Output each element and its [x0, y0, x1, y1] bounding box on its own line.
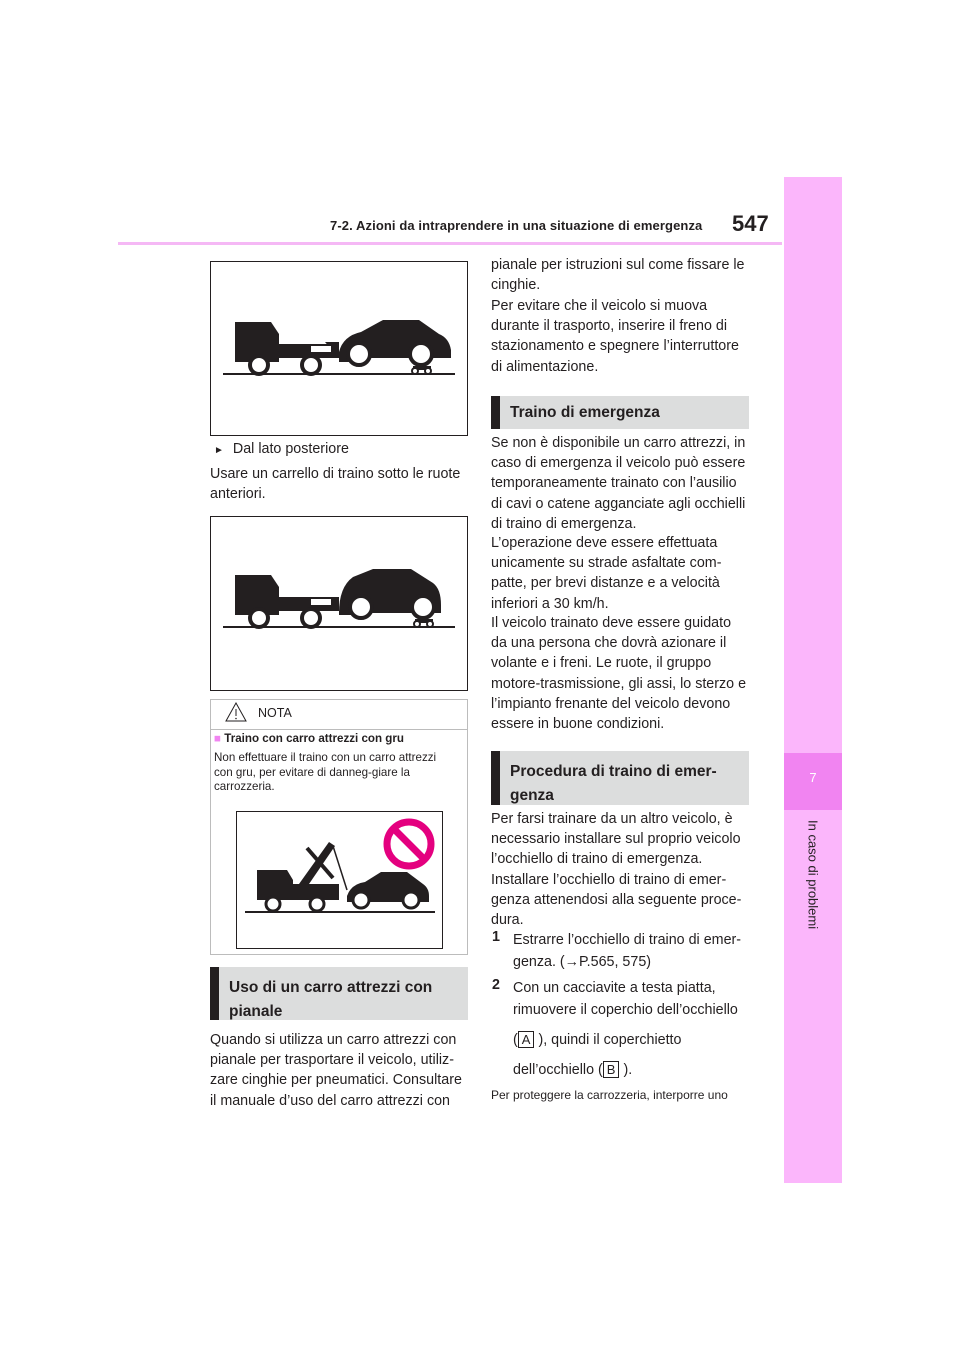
caption-rear: ► Dal lato posteriore	[214, 441, 349, 457]
label-b: B	[603, 1061, 620, 1078]
arrow-right-icon: ►	[214, 445, 224, 456]
page-number: 547	[732, 211, 769, 236]
header-rule	[118, 242, 782, 245]
small-note: Per proteggere la carrozzeria, interporre uno	[491, 1088, 728, 1102]
nota-subheading: ■ Traino con carro attrezzi con gru	[214, 732, 404, 745]
chapter-sidebar	[784, 177, 842, 1183]
para-rear: Usare un carrello di traino sotto le ruote anteriori.	[210, 466, 461, 503]
heading-towing-procedure: Procedura di traino di emer-genza	[491, 751, 749, 805]
step-2	[491, 977, 749, 1081]
tow-truck-dolly-rear-icon	[211, 517, 467, 690]
para-emergency-2: L’operazione deve essere effettuata unicamente su strade asfaltate com-patte, per brevi distanze e a velocità inferiori a 30 km/h.	[491, 535, 722, 612]
warning-triangle-icon	[225, 702, 247, 727]
step-1-text: Estrarre l’occhiello di traino di emer-genza. (→P.565, 575)	[513, 932, 742, 970]
section-title: 7-2. Azioni da intraprendere in una situazione di emergenza	[330, 218, 703, 233]
para-emergency-3: Il veicolo trainato deve essere guidato da una persona che dovrà azionare il volante e i freni. Le ruote, il gruppo motore-trasmissione, gli assi, lo sterzo e l’impianto frenante del veicolo devono essere in buone condizioni.	[491, 615, 747, 733]
crane-tow-illustration	[236, 811, 443, 949]
chapter-label: In caso di problemi	[805, 820, 821, 930]
heading-emergency-towing: Traino di emergenza	[491, 396, 749, 429]
nota-label: NOTA	[258, 706, 292, 720]
crane-tow-prohibited-icon	[237, 812, 442, 948]
step-2-text-line1: Con un cacciavite a testa piatta, rimuovere il coperchio dell’occhiello	[513, 980, 738, 1018]
para-parking-brake: Per evitare che il veicolo si muova durante il trasporto, inserire il freno di stazionamento e spegnere l’interruttore di alimentazione.	[491, 298, 739, 375]
nota-text: Non effettuare il traino con un carro attrezzi con gru, per evitare di danneg-giare la carrozzeria.	[214, 751, 437, 793]
chapter-number: 7	[809, 770, 817, 785]
step-2-text-line2: ( A ), quindi il coperchietto	[513, 1032, 682, 1048]
square-bullet-icon: ■	[214, 732, 222, 745]
step-2-text-line3: dell’occhiello ( B ).	[513, 1062, 633, 1078]
para-flatbed: Quando si utilizza un carro attrezzi con pianale per trasportare il veicolo, utiliz-zare cinghie per pneumatici. Consultare il manuale d’uso del carro attrezzi con	[210, 1032, 462, 1109]
tow-rear-illustration	[210, 516, 468, 691]
step-1	[491, 929, 749, 973]
para-procedure: Per farsi trainare da un altro veicolo, è necessario installare sul proprio veicolo l’occhiello di traino di emergenza. Installare l’occhiello di traino di emer-genza attenendosi alla seguente proce-dura.	[491, 811, 742, 929]
tow-truck-dolly-icon	[211, 262, 467, 435]
para-emergency-1: Se non è disponibile un carro attrezzi, in caso di emergenza il veicolo può essere temporaneamente trainato con l’ausilio di cavi o catene agganciate agli occhielli di traino di emergenza.	[491, 435, 746, 532]
para-strap-continue: pianale per istruzioni sul come fissare le cinghie.	[491, 257, 745, 294]
step-1-number: 1	[492, 929, 500, 945]
heading-flatbed: Uso di un carro attrezzi con pianale	[210, 967, 468, 1020]
step-2-number: 2	[492, 977, 500, 993]
nota-divider	[211, 729, 467, 730]
label-a: A	[518, 1031, 535, 1048]
tow-front-illustration	[210, 261, 468, 436]
